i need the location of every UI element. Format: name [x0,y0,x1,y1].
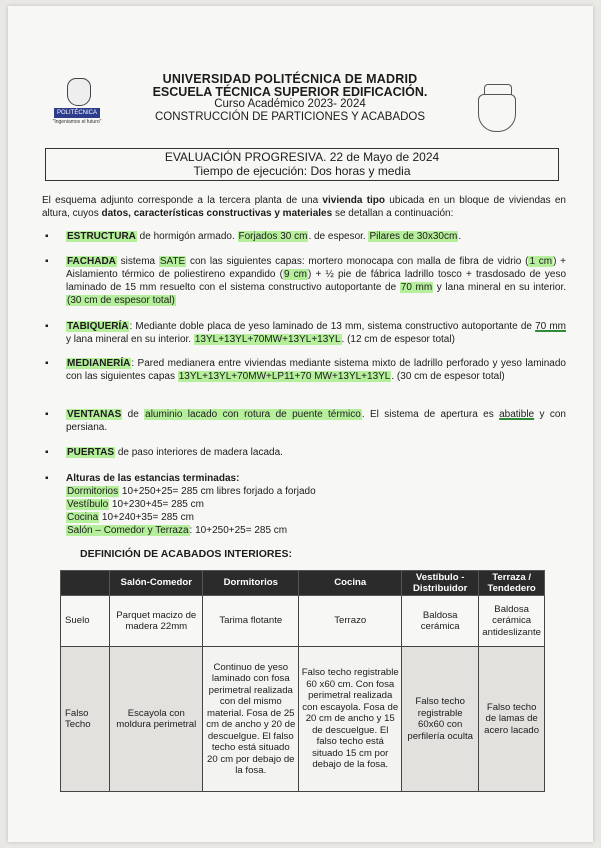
bullet-icon: ▪ [45,409,49,420]
table-header-cell [61,571,110,596]
table-cell: Escayola con moldura perimetral [110,647,203,792]
evaluation-title: EVALUACIÓN PROGRESIVA. 22 de Mayo de 2024 [164,150,440,164]
upm-crest-icon [67,78,91,106]
bullet-icon: ▪ [45,256,49,267]
table-header-cell: Dormitorios [203,571,299,596]
evaluation-time: Tiempo de ejecución: Dos horas y media [193,164,411,178]
evaluation-box [45,148,559,181]
intro-paragraph: El esquema adjunto corresponde a la tercera planta de una vivienda tipo ubicada en un bloque de viviendas en altura, cuyos datos, características constructivas y materiales se detallan a continuación: [42,195,566,219]
shield-icon [478,94,516,132]
university-name: UNIVERSIDAD POLITÉCNICA DE MADRID [162,72,418,86]
list-item-estructura: ▪ ESTRUCTURA de hormigón armado. Forjados 30 cm. de espesor. Pilares de 30x30cm. [45,231,462,242]
table-cell: Falso techo registrable 60 x60 cm. Con fosa perimetral realizada con escayola. Fosa de 20 cm de ancho y 15 de descuelgue. El falso techo está situado 15 cm por debajo de la fosa. [299,647,402,792]
upm-logo-label: POLITÉCNICA [54,108,100,118]
bullet-icon: ▪ [45,321,49,332]
altura-line: Vestíbulo 10+230+45= 285 cm [67,499,204,510]
table-header-cell: Terraza / Tendedero [479,571,545,596]
school-name: ESCUELA TÉCNICA SUPERIOR EDIFICACIÓN. [152,85,428,99]
table-row [61,596,545,647]
table-cell: Falso techo registrable 60x60 con perfilería oculta [402,647,479,792]
table-cell: Continuo de yeso laminado con fosa perimetral realizada con del mismo material. Fosa de 25 cm de ancho y 20 de descuelgue. El falso techo está situado 20 cm por debajo de la fosa. [203,647,299,792]
course-year: Curso Académico 2023- 2024 [214,98,366,110]
list-item-tabiqueria: ▪ TABIQUERÍA: Mediante doble placa de yeso laminado de 13 mm, sistema constructivo autoportante de 70 mm y lana mineral en su interior. 13YL+13YL+70MW+13YL+13YL. (12 cm de espesor total) [45,321,566,345]
subject-name: CONSTRUCCIÓN DE PARTICIONES Y ACABADOS [154,111,426,123]
upm-logo-motto: "Ingeniamos el futuro" [52,119,102,125]
table-cell: Terrazo [299,596,402,647]
school-crest-logo [474,84,520,134]
acabados-title: DEFINICIÓN DE ACABADOS INTERIORES: [80,548,292,560]
bullet-icon: ▪ [45,358,49,369]
bullet-icon: ▪ [45,231,49,242]
altura-line: Dormitorios 10+250+25= 285 cm libres forjado a forjado [67,486,316,497]
altura-line: Cocina 10+240+35= 285 cm [67,512,194,523]
altura-line: Salón – Comedor y Terraza: 10+250+25= 285 cm [67,525,288,536]
table-header-cell: Salón-Comedor [110,571,203,596]
table-cell: Baldosa cerámica antideslizante [479,596,545,647]
bullet-icon: ▪ [45,447,49,458]
table-row [61,647,545,792]
acabados-table [60,570,545,792]
table-cell: Falso techo de lamas de acero lacado [479,647,545,792]
list-item-puertas: ▪ PUERTAS de paso interiores de madera lacada. [45,447,283,458]
alturas-title: Alturas de las estancias terminadas: [66,473,240,484]
table-cell: Parquet macizo de madera 22mm [110,596,203,647]
upm-logo [48,78,106,130]
table-cell: Tarima flotante [203,596,299,647]
table-cell: Baldosa cerámica [402,596,479,647]
list-item-medianeria: ▪ MEDIANERÍA: Pared medianera entre viviendas mediante sistema mixto de ladrillo perforado y yeso laminado con las siguientes capas 13YL+13YL+70MW+LP11+70 MW+13YL+13YL. (30 cm de espesor total) [45,358,566,382]
bullet-icon: ▪ [45,473,49,484]
list-item-fachada: ▪ FACHADA sistema SATE con las siguientes capas: mortero monocapa con malla de fibra de vidrio (1 cm) + Aislamiento térmico de poliestireno expandido (9 cm) + ½ pie de fábrica ladrillo tosco + trasdosado de yeso laminado de 15 mm resuelto con el sistema constructivo autoportante de 70 mm y lana mineral en su interior. (30 cm de espesor total) [45,256,567,306]
list-item-ventanas: ▪ VENTANAS de aluminio lacado con rotura de puente térmico. El sistema de apertura es abatible y con persiana. [45,409,566,433]
table-header-row [61,571,545,596]
table-header-cell: Vestíbulo - Distribuidor [402,571,479,596]
table-header-cell: Cocina [299,571,402,596]
list-item-alturas [42,472,566,537]
row-label: Suelo [61,596,110,647]
row-label: Falso Techo [61,647,110,792]
